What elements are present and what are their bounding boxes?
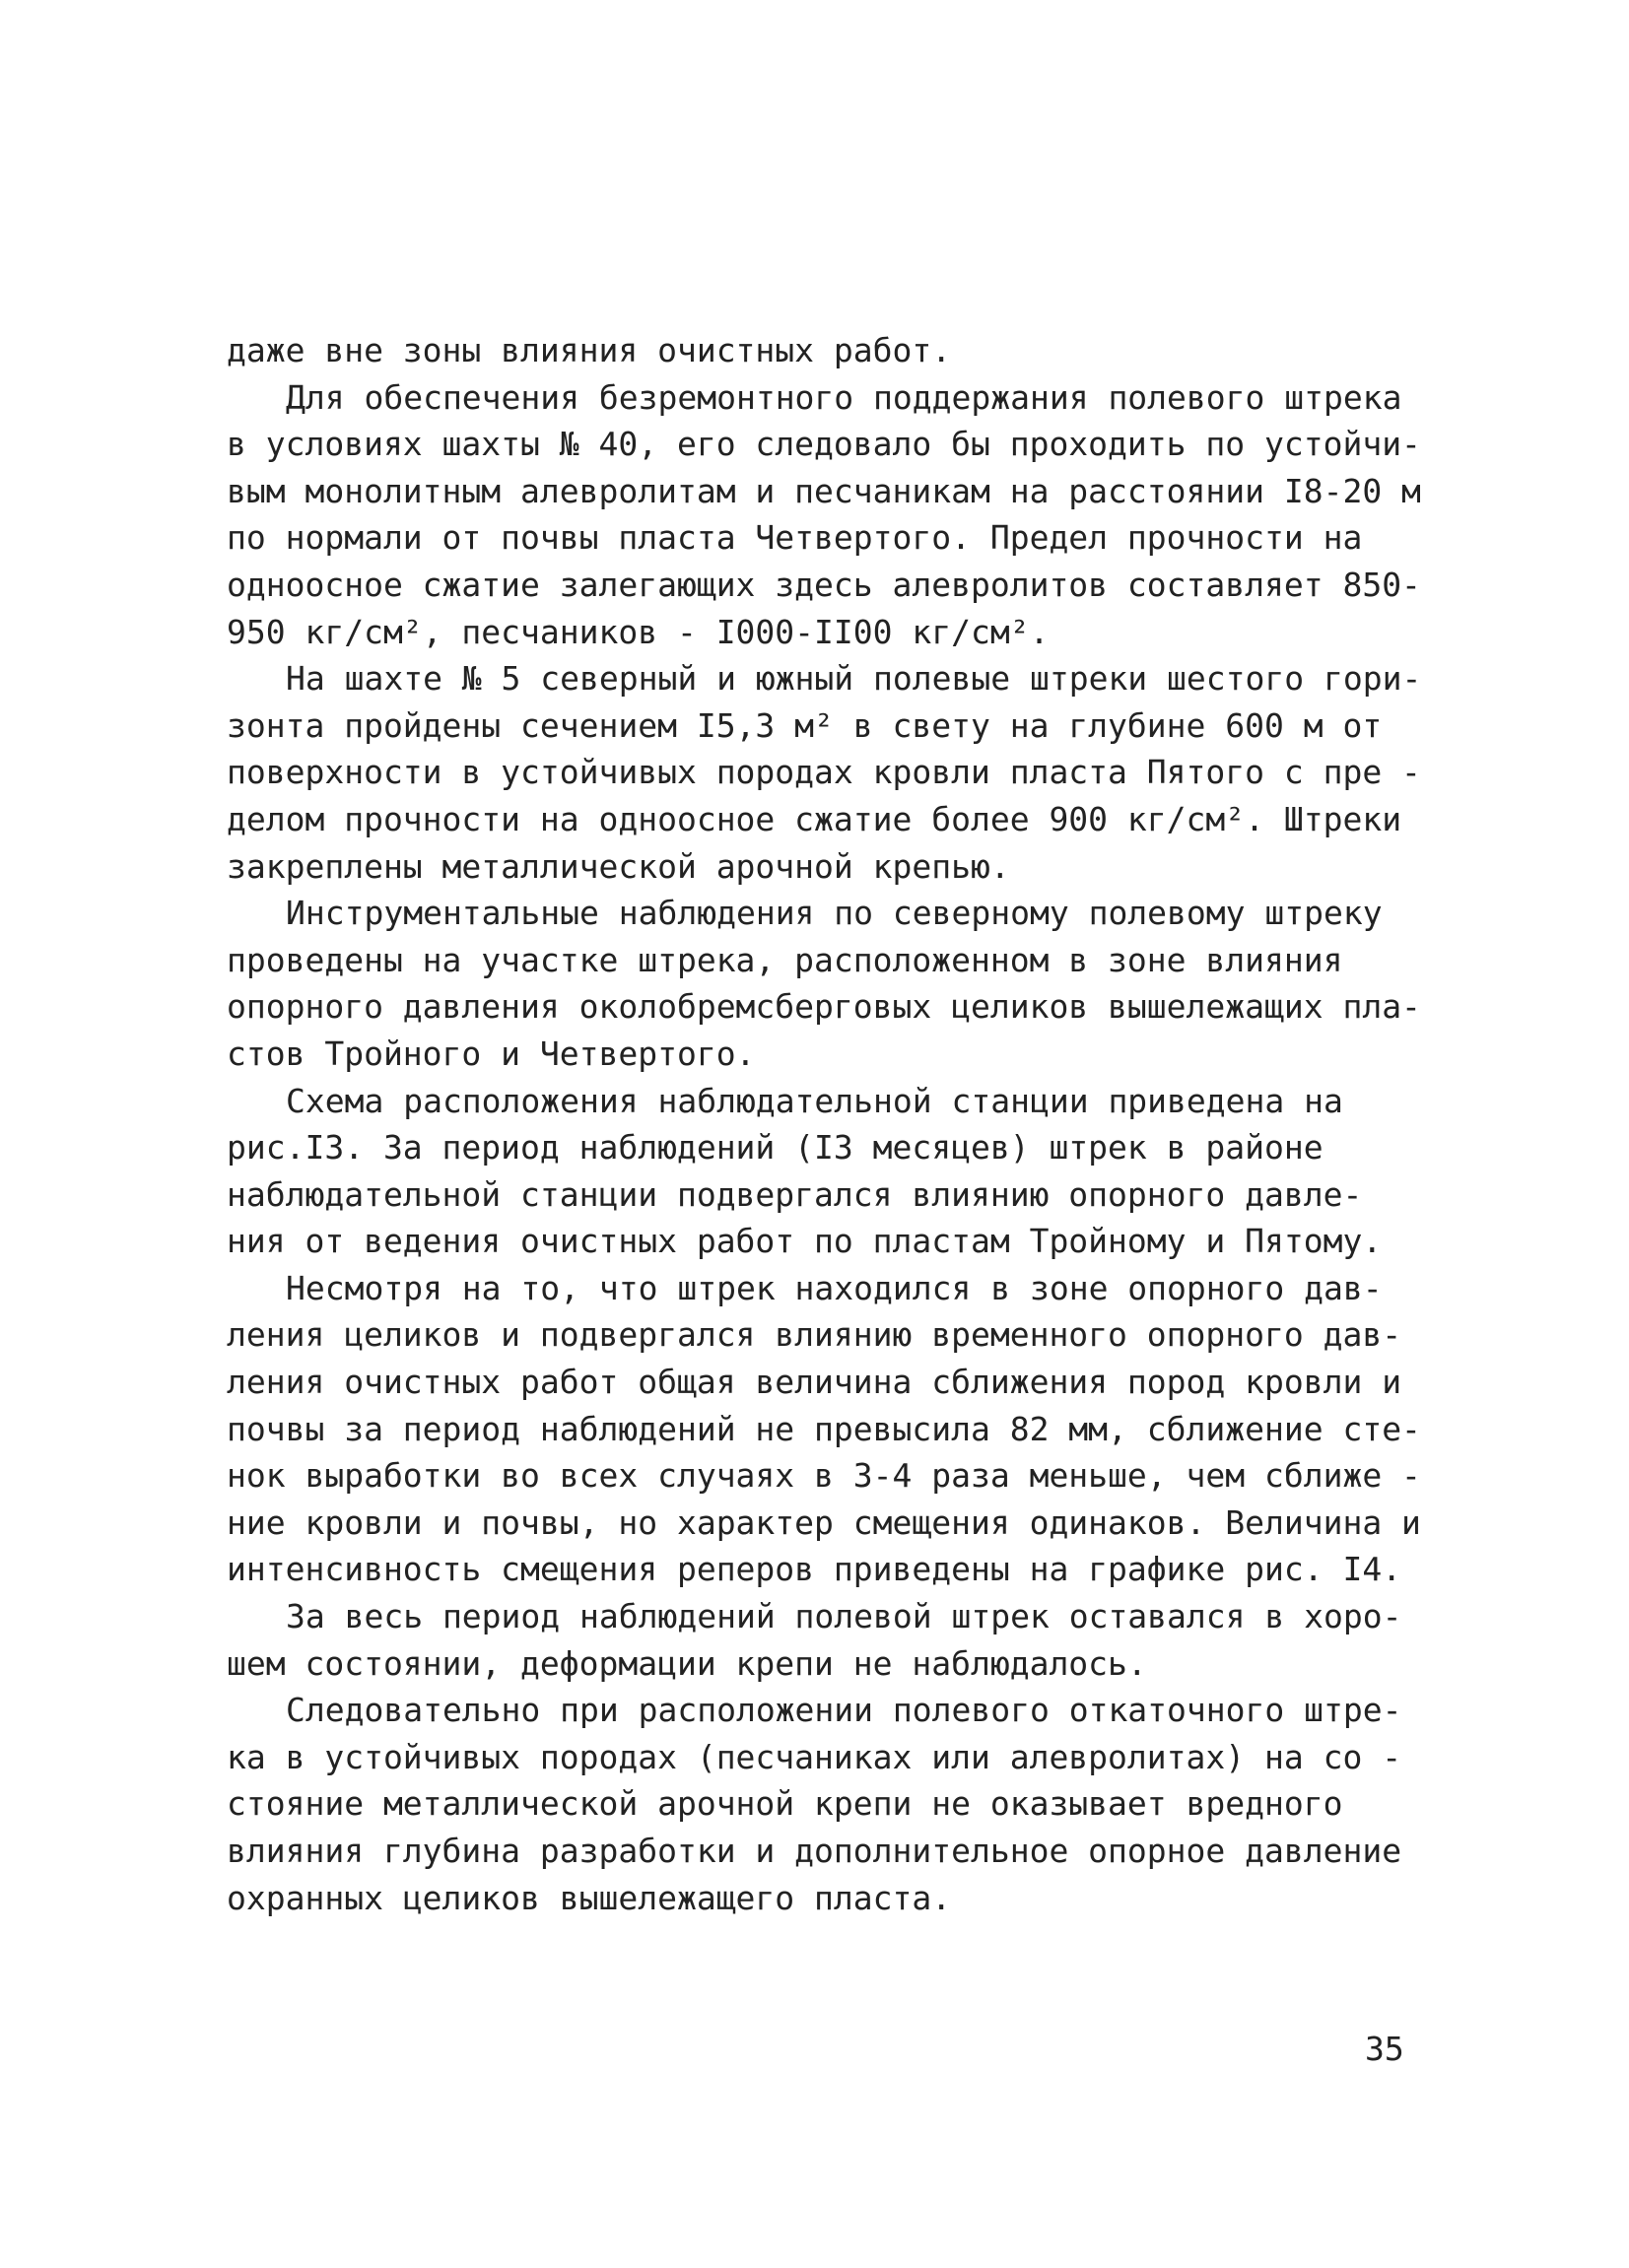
text-line: делом прочности на одноосное сжатие более 900 кг/см². Штреки xyxy=(227,799,1402,838)
body-text xyxy=(227,327,1422,1921)
text-line: поверхности в устойчивых породах кровли пласта Пятого с пре - xyxy=(227,753,1421,792)
text-line: интенсивность смещения реперов приведены на графике рис. I4. xyxy=(227,1550,1402,1589)
text-line: На шахте № 5 северный и южный полевые штреки шестого гори- xyxy=(286,659,1422,699)
text-line: влияния глубина разработки и дополнительное опорное давление xyxy=(227,1832,1402,1870)
text-line: шем состоянии, деформации крепи не наблюдалось. xyxy=(227,1643,1147,1683)
text-line: проведены на участке штрека, расположенном в зоне влияния xyxy=(227,940,1343,979)
text-line: 950 кг/см², песчаников - I000-II00 кг/см². xyxy=(227,612,1050,651)
page-number: 35 xyxy=(1365,2030,1404,2068)
text-line: Следовательно при расположении полевого откаточного штре- xyxy=(286,1691,1402,1730)
text-line: ка в устойчивых породах (песчаниках или алевролитах) на со - xyxy=(227,1737,1402,1776)
text-line: по нормали от почвы пласта Четвертого. Предел прочности на xyxy=(227,518,1363,558)
text-line: даже вне зоны влияния очистных работ. xyxy=(227,331,952,369)
text-line: зонта пройдены сечением I5,3 м² в свету на глубине 600 м от xyxy=(227,705,1383,745)
text-line: охранных целиков вышележащего пласта. xyxy=(227,1878,952,1917)
text-line: вым монолитным алевролитам и песчаникам на расстоянии I8-20 м xyxy=(227,471,1421,510)
text-line: ния от ведения очистных работ по пластам Тройному и Пятому. xyxy=(227,1222,1383,1261)
text-line: За весь период наблюдений полевой штрек оставался в хоро- xyxy=(286,1597,1402,1636)
text-line: ления целиков и подвергался влиянию временного опорного дав- xyxy=(227,1315,1402,1355)
text-line: ние кровли и почвы, но характер смещения одинаков. Величина и xyxy=(227,1502,1421,1542)
text-line: стов Тройного и Четвертого. xyxy=(227,1034,756,1073)
text-line: Несмотря на то, что штрек находился в зоне опорного дав- xyxy=(286,1268,1383,1307)
text-line: наблюдательной станции подвергался влиянию опорного давле- xyxy=(227,1174,1363,1214)
text-line: в условиях шахты № 40, его следовало бы проходить по устойчи- xyxy=(227,425,1421,464)
text-line: одноосное сжатие залегающих здесь алевролитов составляет 850- xyxy=(227,565,1421,604)
text-line: Инструментальные наблюдения по северному полевому штреку xyxy=(286,894,1383,933)
text-line: почвы за период наблюдений не превысила 82 мм, сближение сте- xyxy=(227,1409,1421,1448)
text-line: Для обеспечения безремонтного поддержания полевого штрека xyxy=(286,377,1402,417)
text-line: закреплены металлической арочной крепью. xyxy=(227,846,1010,886)
text-line: нок выработки во всех случаях в 3-4 раза меньше, чем сближе - xyxy=(227,1456,1421,1496)
text-line: опорного давления околобремсберговых целиков вышележащих пла- xyxy=(227,987,1421,1027)
text-line: рис.I3. За период наблюдений (I3 месяцев) штрек в районе xyxy=(227,1128,1324,1167)
text-line: ления очистных работ общая величина сближения пород кровли и xyxy=(227,1363,1402,1402)
text-line: Схема расположения наблюдательной станции приведена на xyxy=(286,1081,1343,1120)
text-line: стояние металлической арочной крепи не оказывает вредного xyxy=(227,1784,1343,1824)
